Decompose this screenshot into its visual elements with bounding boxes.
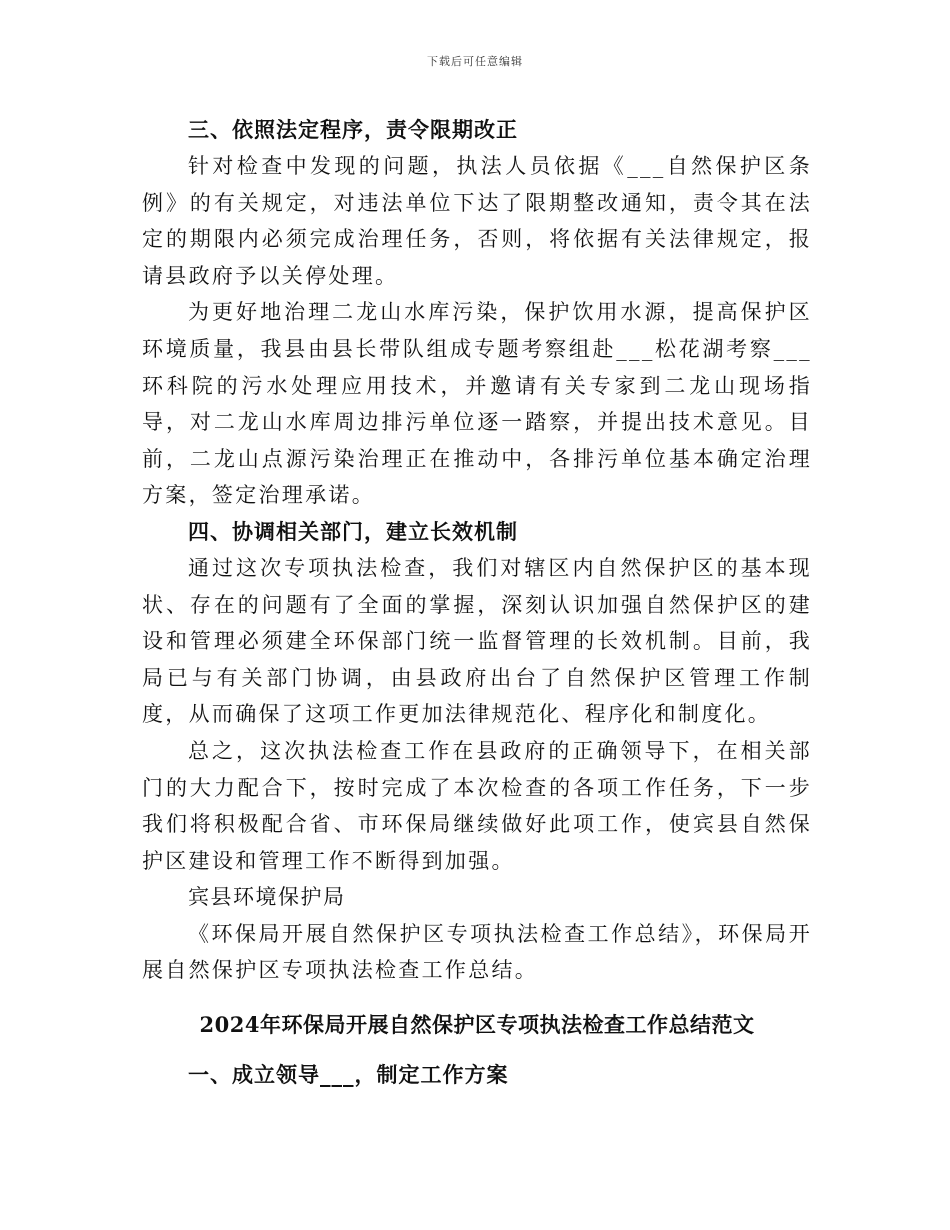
paragraph-rectification-notice: 针对检查中发现的问题，执法人员依据《___自然保护区条例》的有关规定，对违法单位下达了限期整改通知，责令其在法定的期限内必须完成治理任务，否则，将依据有关法律规定，报请县政府予以关停处理。 [142, 154, 812, 288]
section-heading-1: 一、成立领导___，制定工作方案 [188, 1062, 509, 1088]
paragraph-conclusion: 总之，这次执法检查工作在县政府的正确领导下，在相关部门的大力配合下，按时完成了本次检查的各项工作任务，下一步我们将积极配合省、市环保局继续做好此项工作，使宾县自然保护区建设和管理工作不断得到加强。 [142, 738, 812, 873]
document-body [142, 112, 812, 1093]
next-document-title: 2024年环保局开展自然保护区专项执法检查工作总结范文 [199, 1012, 755, 1038]
signature-bureau: 宾县环境保护局 [188, 885, 346, 910]
paragraph-erlongshan-reservoir: 为更好地治理二龙山水库污染，保护饮用水源，提高保护区环境质量，我县由县长带队组成专题考察组赴___松花湖考察___环科院的污水处理应用技术，并邀请有关专家到二龙山现场指导，对二龙山水库周边排污单位逐一踏察，并提出技术意见。目前，二龙山点源污染治理正在推动中，各排污单位基本确定治理方案，签定治理承诺。 [142, 300, 812, 508]
paragraph-long-term-mechanism: 通过这次专项执法检查，我们对辖区内自然保护区的基本现状、存在的问题有了全面的掌握，深刻认识加强自然保护区的建设和管理必须建全环保部门统一监督管理的长效机制。目前，我局已与有关部门协调，由县政府出台了自然保护区管理工作制度，从而确保了这项工作更加法律规范化、程序化和制度化。 [142, 555, 812, 727]
section-heading-3: 三、依照法定程序，责令限期改正 [188, 117, 518, 142]
paragraph-summary-reference: 《环保局开展自然保护区专项执法检查工作总结》，环保局开展自然保护区专项执法检查工作总结。 [142, 921, 812, 983]
page-header-note: 下载后可任意编辑 [427, 55, 523, 68]
section-heading-4: 四、协调相关部门，建立长效机制 [188, 518, 518, 544]
